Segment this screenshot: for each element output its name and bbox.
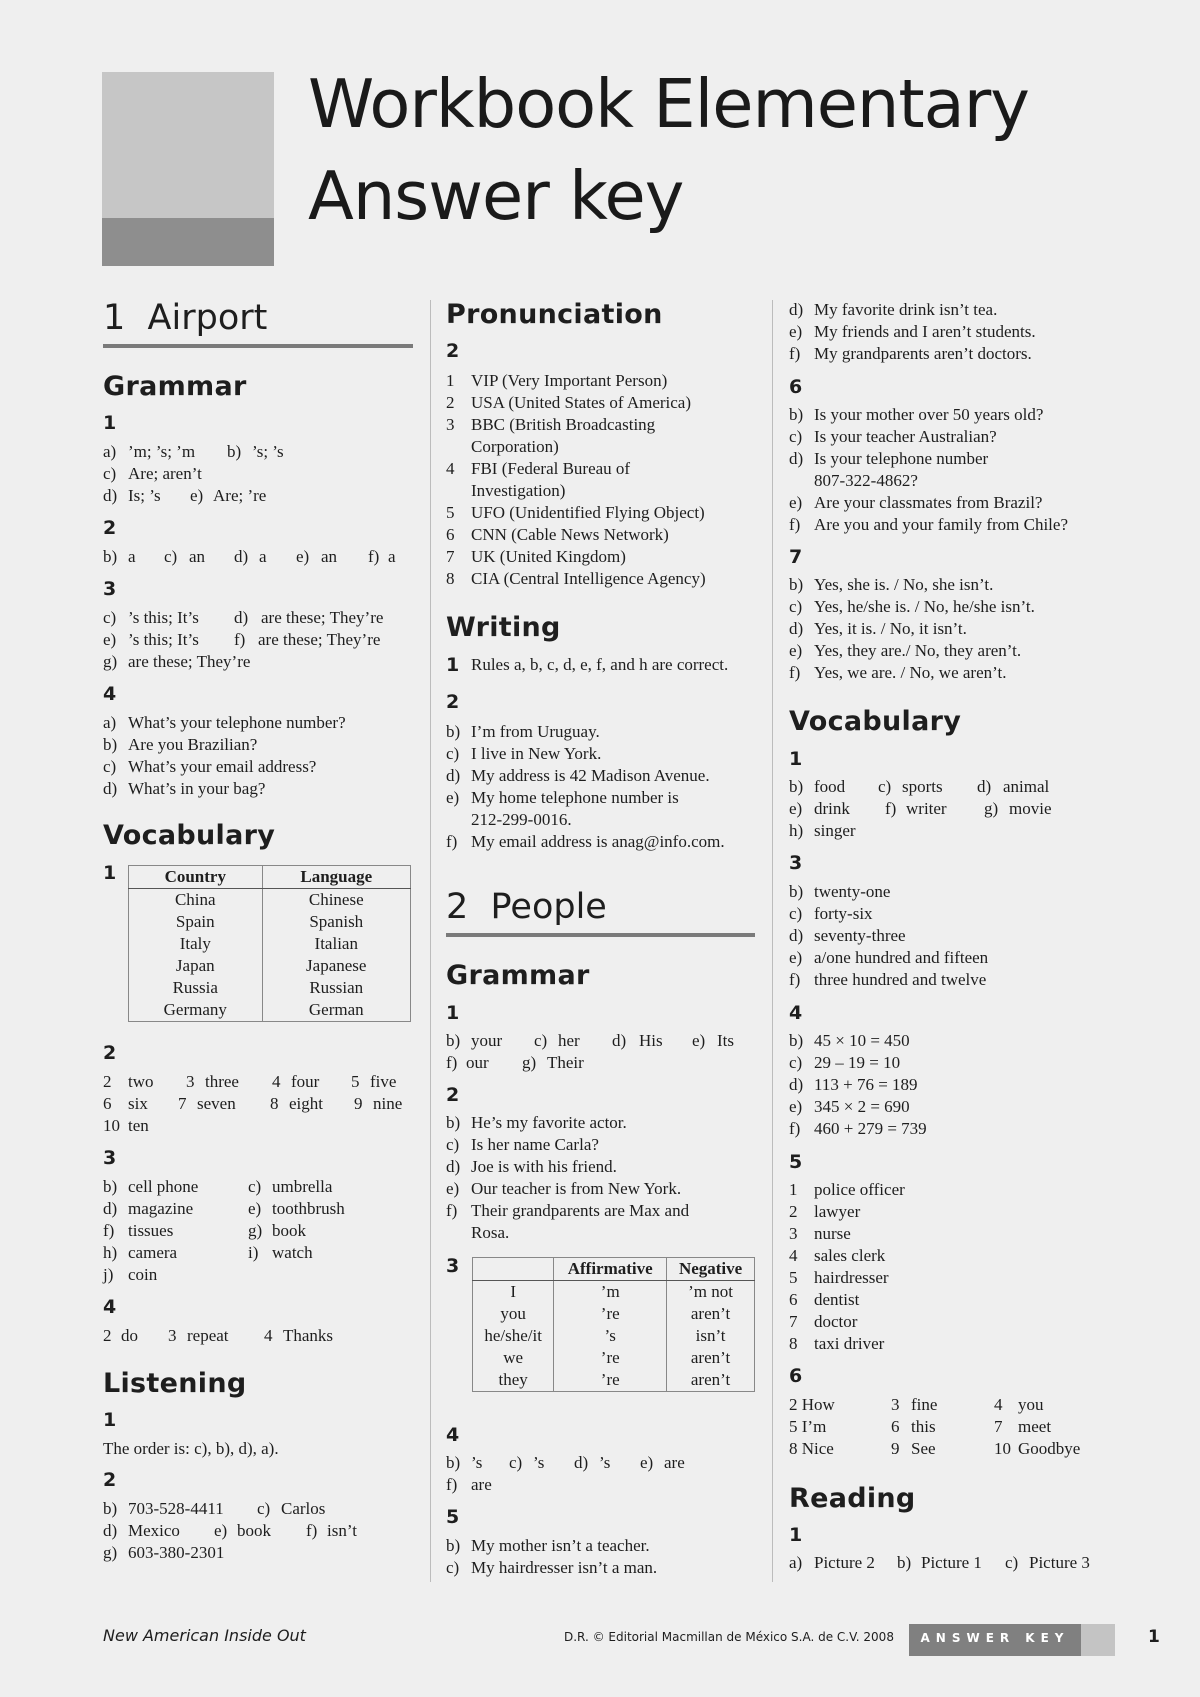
exercise-number: 2: [446, 691, 460, 713]
exercise-number: 1: [103, 862, 117, 884]
title-line-2: Answer key: [308, 157, 684, 235]
table-row: Germany German: [129, 999, 411, 1022]
table-row: Spain Spanish: [129, 911, 411, 933]
section-heading: Writing: [446, 612, 561, 643]
section-heading: Grammar: [103, 371, 247, 402]
exercise-number: 4: [446, 1424, 460, 1446]
exercise-number: 7: [789, 546, 803, 568]
section-label: ANSWER KEY: [920, 1631, 1070, 1645]
table-header: [473, 1258, 554, 1281]
exercise-number: 2: [446, 340, 460, 362]
table-row: Japan Japanese: [129, 955, 411, 977]
logo-block-light: [102, 72, 274, 218]
exercise-number: 1: [446, 654, 460, 676]
exercise-number: 3: [103, 1147, 117, 1169]
exercise-number: 2: [103, 517, 117, 539]
column-divider: [772, 300, 773, 1582]
section-heading: Listening: [103, 1368, 247, 1399]
section-heading: Vocabulary: [789, 706, 962, 737]
table-row: you ’re aren’t: [473, 1303, 755, 1325]
country-language-table: [128, 865, 411, 1022]
exercise-number: 1: [103, 1409, 117, 1431]
exercise-number: 1: [446, 1002, 460, 1024]
exercise-number: 2: [446, 1084, 460, 1106]
exercise-number: 1: [789, 748, 803, 770]
page-title: [308, 58, 1029, 242]
exercise-number: 3: [446, 1255, 460, 1277]
exercise-number: 3: [103, 578, 117, 600]
exercise-number: 5: [446, 1506, 460, 1528]
section-heading: Grammar: [446, 960, 590, 991]
unit-2-heading: 2 People: [446, 887, 607, 927]
table-row: China Chinese: [129, 889, 411, 912]
section-heading: Pronunciation: [446, 299, 663, 330]
exercise-number: 6: [789, 1365, 803, 1387]
unit-1-rule: [103, 344, 413, 348]
copyright: D.R. © Editorial Macmillan de México S.A. de C.V. 2008: [564, 1630, 894, 1644]
table-row: Russia Russian: [129, 977, 411, 999]
exercise-number: 5: [789, 1151, 803, 1173]
exercise-number: 1: [789, 1524, 803, 1546]
table-row: they ’re aren’t: [473, 1369, 755, 1392]
page-number: 1: [1148, 1627, 1160, 1647]
exercise-number: 6: [789, 376, 803, 398]
column-divider: [430, 300, 431, 1582]
exercise-number: 2: [103, 1469, 117, 1491]
section-heading: Vocabulary: [103, 820, 276, 851]
exercise-number: 4: [103, 1296, 117, 1318]
unit-2-rule: [446, 933, 755, 937]
table-header: Affirmative: [554, 1258, 667, 1281]
table-header: Country: [129, 866, 263, 889]
answer-line: The order is: c), b), d), a).: [103, 1439, 279, 1458]
title-line-1: Workbook Elementary: [308, 65, 1029, 143]
exercise-number: 2: [103, 1042, 117, 1064]
answer-line: Rules a, b, c, d, e, f, and h are correct.: [471, 655, 729, 674]
book-title: New American Inside Out: [103, 1626, 306, 1645]
section-heading: Reading: [789, 1483, 916, 1514]
table-row: we ’re aren’t: [473, 1347, 755, 1369]
table-row: I ’m ’m not: [473, 1281, 755, 1304]
exercise-number: 3: [789, 852, 803, 874]
unit-1-heading: 1 Airport: [103, 298, 268, 338]
table-row: he/she/it ’s isn’t: [473, 1325, 755, 1347]
footer-band-light: [1081, 1624, 1115, 1656]
exercise-number: 4: [103, 683, 117, 705]
exercise-number: 1: [103, 412, 117, 434]
exercise-number: 4: [789, 1002, 803, 1024]
logo-block-dark: [102, 218, 274, 266]
table-header: Negative: [667, 1258, 755, 1281]
table-header: Language: [262, 866, 410, 889]
verb-be-table: [472, 1257, 755, 1392]
table-row: Italy Italian: [129, 933, 411, 955]
